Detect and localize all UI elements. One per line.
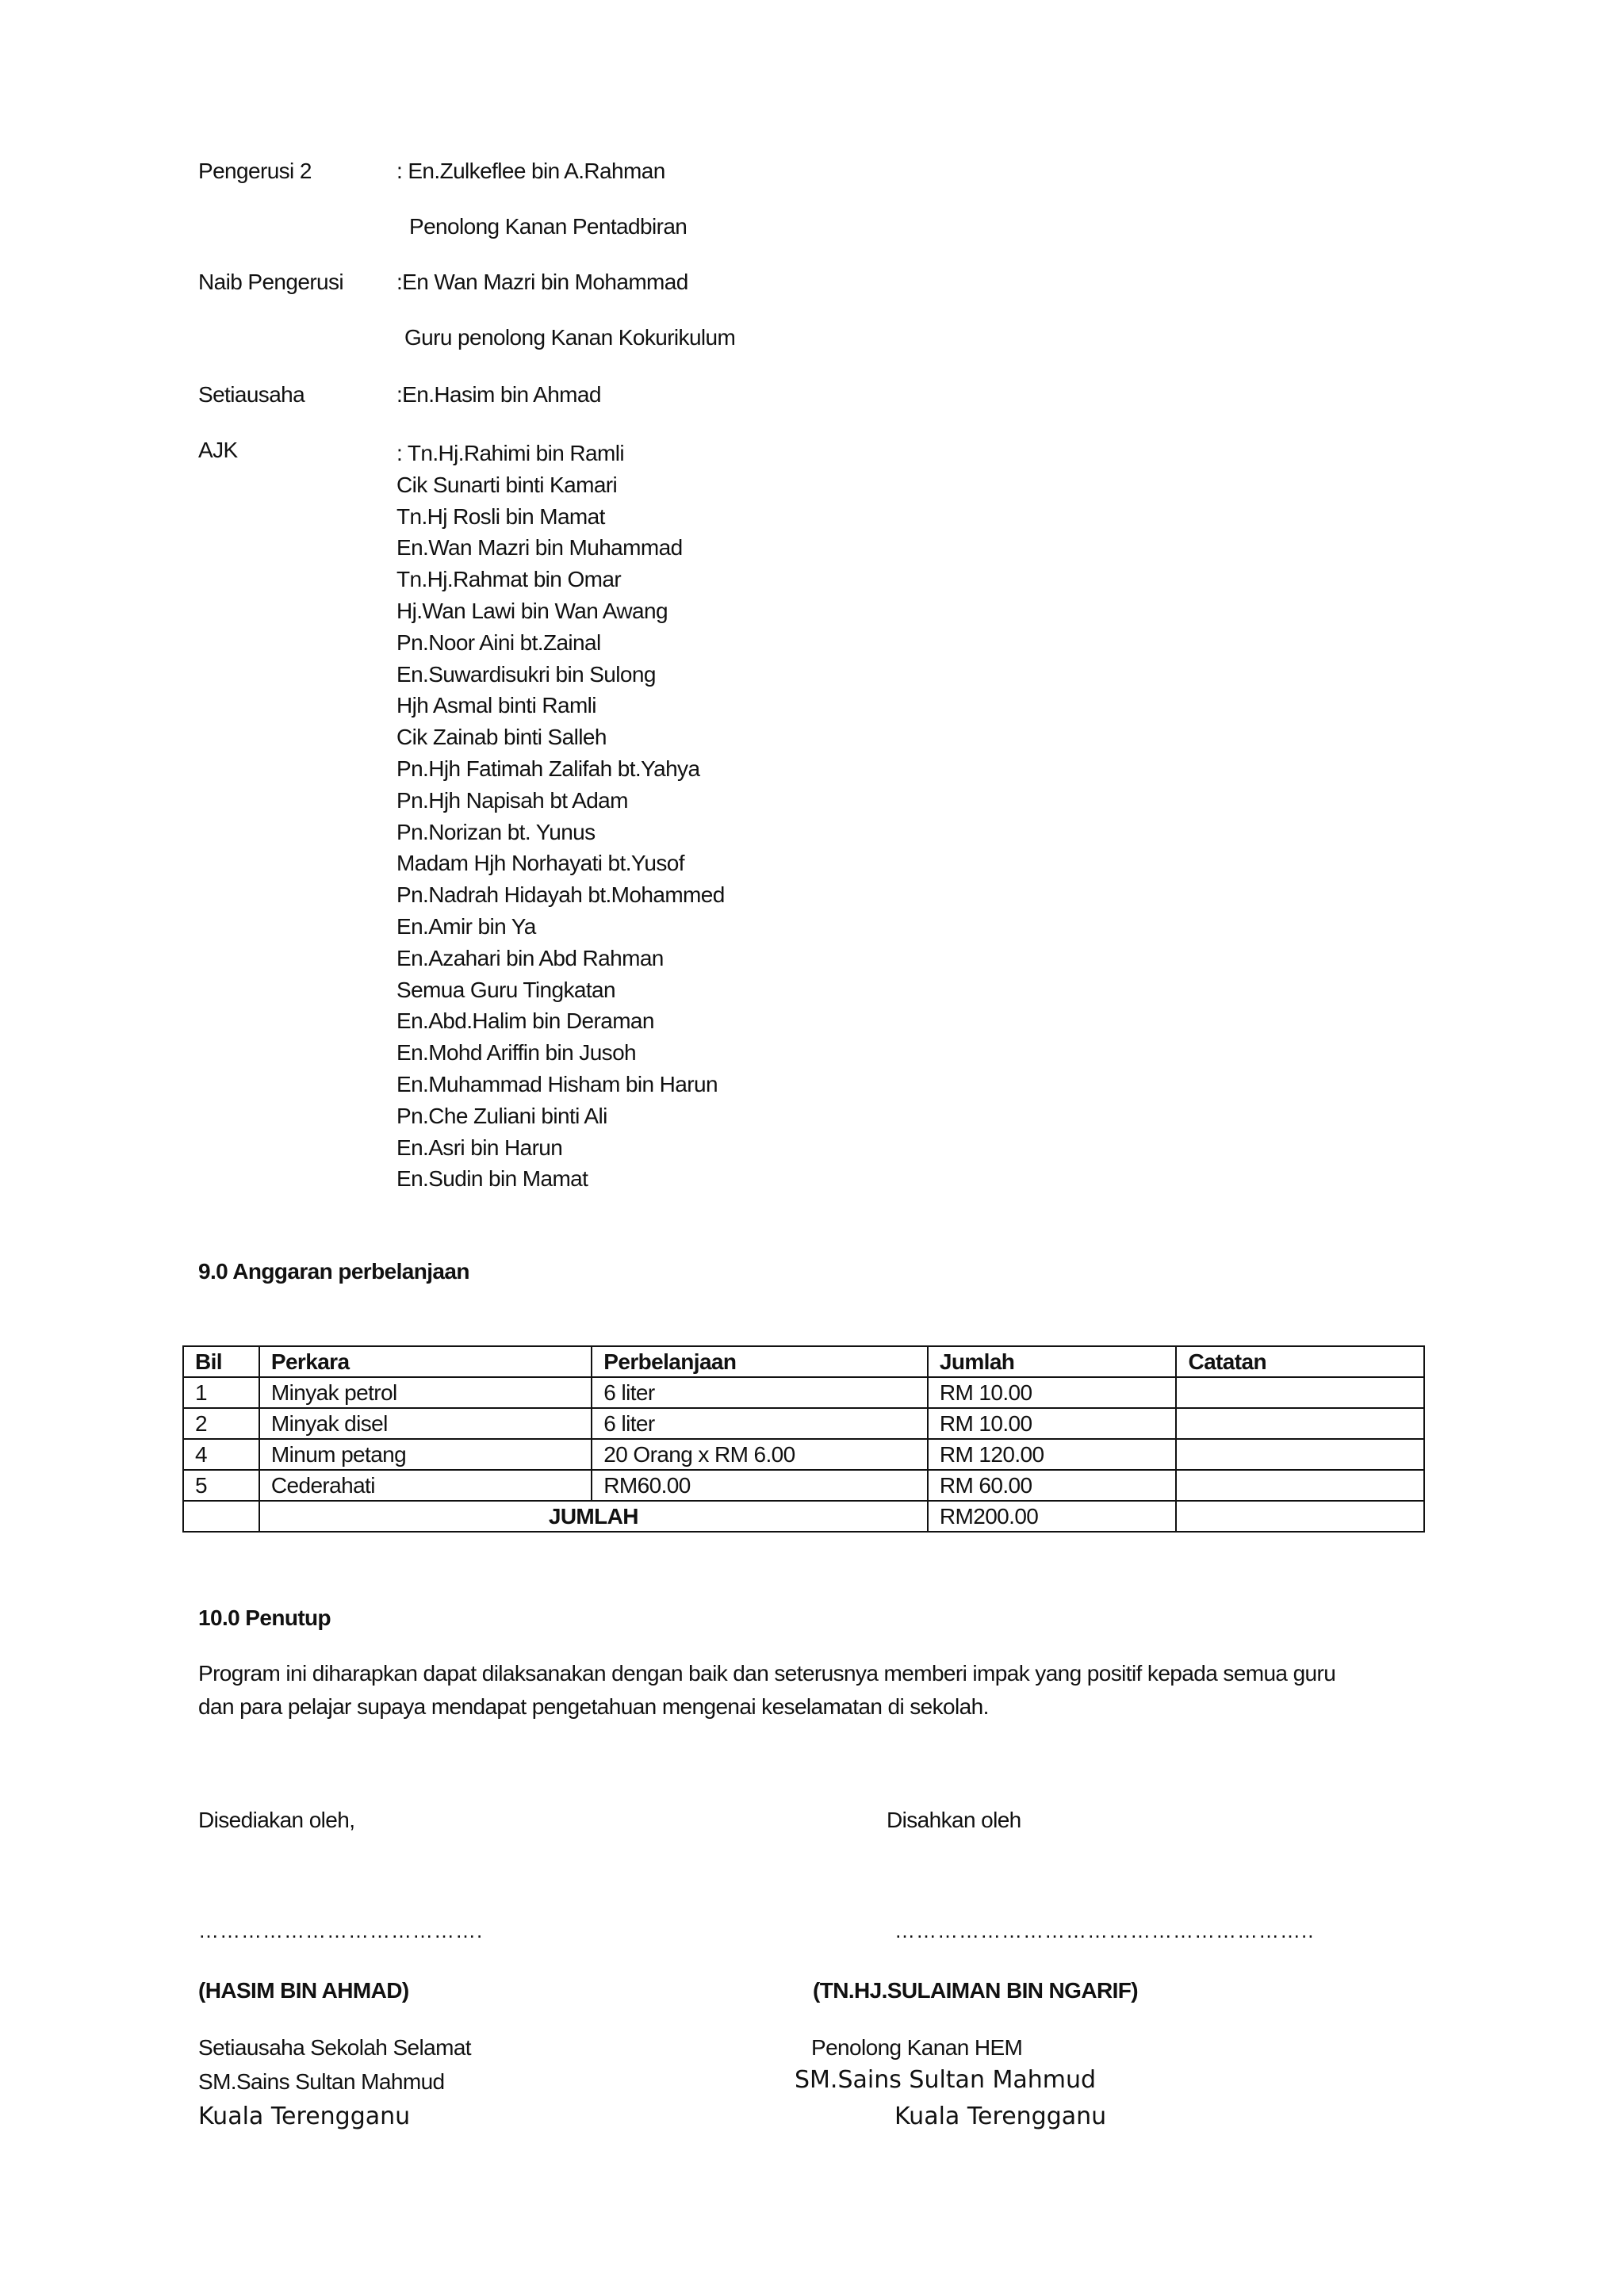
cell-jumlah: RM 10.00 bbox=[928, 1408, 1177, 1439]
ajk-member: En.Abd.Halim bin Deraman bbox=[396, 1008, 654, 1034]
ajk-member: Hjh Asmal binti Ramli bbox=[396, 693, 596, 718]
ajk-member: Tn.Hj Rosli bin Mamat bbox=[396, 503, 605, 529]
ajk-member: Semua Guru Tingkatan bbox=[396, 977, 615, 1002]
ajk-member: En.Asri bin Harun bbox=[396, 1135, 563, 1160]
signatory-left-school: SM.Sains Sultan Mahmud bbox=[198, 2069, 445, 2094]
signatory-left-title: Setiausaha Sekolah Selamat bbox=[198, 2035, 471, 2060]
signatory-left-city: Kuala Terengganu bbox=[198, 2103, 411, 2130]
ajk-member: Tn.Hj.Rahmat bin Omar bbox=[396, 567, 622, 592]
closing-line: Program ini diharapkan dapat dilaksanakan dengan baik dan seterusnya memberi impak yang positif kepada semua guru bbox=[198, 1661, 1336, 1686]
signature-line-right: ………………………………………………….. bbox=[894, 1919, 1315, 1942]
position-naib-pengerusi: Guru penolong Kanan Kokurikulum bbox=[404, 325, 736, 350]
cell-perkara: Minyak disel bbox=[259, 1408, 592, 1439]
header-perbelanjaan: Perbelanjaan bbox=[592, 1346, 928, 1377]
ajk-member: En.Mohd Ariffin bin Jusoh bbox=[396, 1040, 637, 1066]
cell-catatan bbox=[1176, 1408, 1424, 1439]
role-naib-pengerusi: Naib Pengerusi bbox=[198, 270, 344, 294]
table-row bbox=[183, 1439, 1424, 1470]
signatory-left-name: (HASIM BIN AHMAD) bbox=[198, 1978, 409, 2003]
ajk-member: Pn.Norizan bt. Yunus bbox=[396, 819, 596, 844]
name-pengerusi2: : En.Zulkeflee bin A.Rahman bbox=[396, 159, 665, 183]
role-pengerusi2: Pengerusi 2 bbox=[198, 159, 312, 183]
name-setiausaha: :En.Hasim bin Ahmad bbox=[396, 382, 601, 407]
table-row bbox=[183, 1408, 1424, 1439]
ajk-member: En.Azahari bin Abd Rahman bbox=[396, 945, 664, 970]
ajk-member: En.Suwardisukri bin Sulong bbox=[396, 661, 656, 687]
ajk-member: Pn.Hjh Fatimah Zalifah bt.Yahya bbox=[396, 756, 700, 781]
ajk-member: Pn.Nadrah Hidayah bt.Mohammed bbox=[396, 882, 725, 908]
ajk-member: En.Sudin bin Mamat bbox=[396, 1166, 588, 1192]
cell-bil: 4 bbox=[183, 1439, 259, 1470]
header-perkara: Perkara bbox=[259, 1346, 592, 1377]
ajk-member: Cik Zainab binti Salleh bbox=[396, 725, 607, 750]
cell-perkara: Cederahati bbox=[259, 1470, 592, 1501]
prepared-by-label: Disediakan oleh, bbox=[198, 1808, 355, 1832]
table-total-row bbox=[183, 1501, 1424, 1532]
total-value: RM200.00 bbox=[928, 1501, 1177, 1532]
cell-catatan bbox=[1176, 1501, 1424, 1532]
table-row bbox=[183, 1377, 1424, 1408]
ajk-member: En.Wan Mazri bin Muhammad bbox=[396, 535, 683, 561]
cell-catatan bbox=[1176, 1470, 1424, 1501]
signatory-right-city: Kuala Terengganu bbox=[894, 2103, 1107, 2130]
cell-bil bbox=[183, 1501, 259, 1532]
ajk-member: : Tn.Hj.Rahimi bin Ramli bbox=[396, 441, 624, 465]
cell-perbelanjaan: 6 liter bbox=[592, 1377, 928, 1408]
ajk-member: En.Amir bin Ya bbox=[396, 913, 536, 939]
total-label: JUMLAH bbox=[259, 1501, 928, 1532]
ajk-member: Cik Sunarti binti Kamari bbox=[396, 472, 618, 497]
name-naib-pengerusi: :En Wan Mazri bin Mohammad bbox=[396, 270, 688, 294]
cell-perbelanjaan: 20 Orang x RM 6.00 bbox=[592, 1439, 928, 1470]
cell-bil: 5 bbox=[183, 1470, 259, 1501]
ajk-member-list bbox=[396, 438, 725, 1195]
ajk-member: Madam Hjh Norhayati bt.Yusof bbox=[396, 851, 684, 876]
ajk-member: Pn.Noor Aini bt.Zainal bbox=[396, 629, 601, 655]
closing-line: dan para pelajar supaya mendapat pengetahuan mengenai keselamatan di sekolah. bbox=[198, 1694, 989, 1719]
role-ajk: AJK bbox=[198, 438, 238, 462]
table-header-row bbox=[183, 1346, 1424, 1377]
table-row bbox=[183, 1470, 1424, 1501]
cell-jumlah: RM 60.00 bbox=[928, 1470, 1177, 1501]
cell-perkara: Minum petang bbox=[259, 1439, 592, 1470]
header-catatan: Catatan bbox=[1176, 1346, 1424, 1377]
signatory-right-title: Penolong Kanan HEM bbox=[811, 2035, 1023, 2060]
approved-by-label: Disahkan oleh bbox=[887, 1808, 1021, 1832]
position-pengerusi2: Penolong Kanan Pentadbiran bbox=[409, 214, 688, 239]
ajk-member: Pn.Che Zuliani binti Ali bbox=[396, 1103, 607, 1128]
ajk-member: En.Muhammad Hisham bin Harun bbox=[396, 1071, 718, 1096]
header-jumlah: Jumlah bbox=[928, 1346, 1177, 1377]
ajk-member: Pn.Hjh Napisah bt Adam bbox=[396, 787, 628, 813]
budget-table bbox=[182, 1345, 1425, 1533]
signatory-right-name: (TN.HJ.SULAIMAN BIN NGARIF) bbox=[813, 1978, 1138, 2003]
budget-heading: 9.0 Anggaran perbelanjaan bbox=[198, 1259, 469, 1284]
cell-bil: 2 bbox=[183, 1408, 259, 1439]
cell-perbelanjaan: RM60.00 bbox=[592, 1470, 928, 1501]
cell-perkara: Minyak petrol bbox=[259, 1377, 592, 1408]
closing-paragraph bbox=[198, 1657, 1419, 1724]
closing-heading: 10.0 Penutup bbox=[198, 1605, 331, 1630]
header-bil: Bil bbox=[183, 1346, 259, 1377]
ajk-member: Hj.Wan Lawi bin Wan Awang bbox=[396, 598, 668, 623]
cell-bil: 1 bbox=[183, 1377, 259, 1408]
role-setiausaha: Setiausaha bbox=[198, 382, 305, 407]
cell-perbelanjaan: 6 liter bbox=[592, 1408, 928, 1439]
signature-line-left: …………………………………. bbox=[198, 1919, 484, 1942]
cell-catatan bbox=[1176, 1377, 1424, 1408]
cell-jumlah: RM 120.00 bbox=[928, 1439, 1177, 1470]
signatory-right-school: SM.Sains Sultan Mahmud bbox=[795, 2066, 1097, 2094]
cell-catatan bbox=[1176, 1439, 1424, 1470]
cell-jumlah: RM 10.00 bbox=[928, 1377, 1177, 1408]
